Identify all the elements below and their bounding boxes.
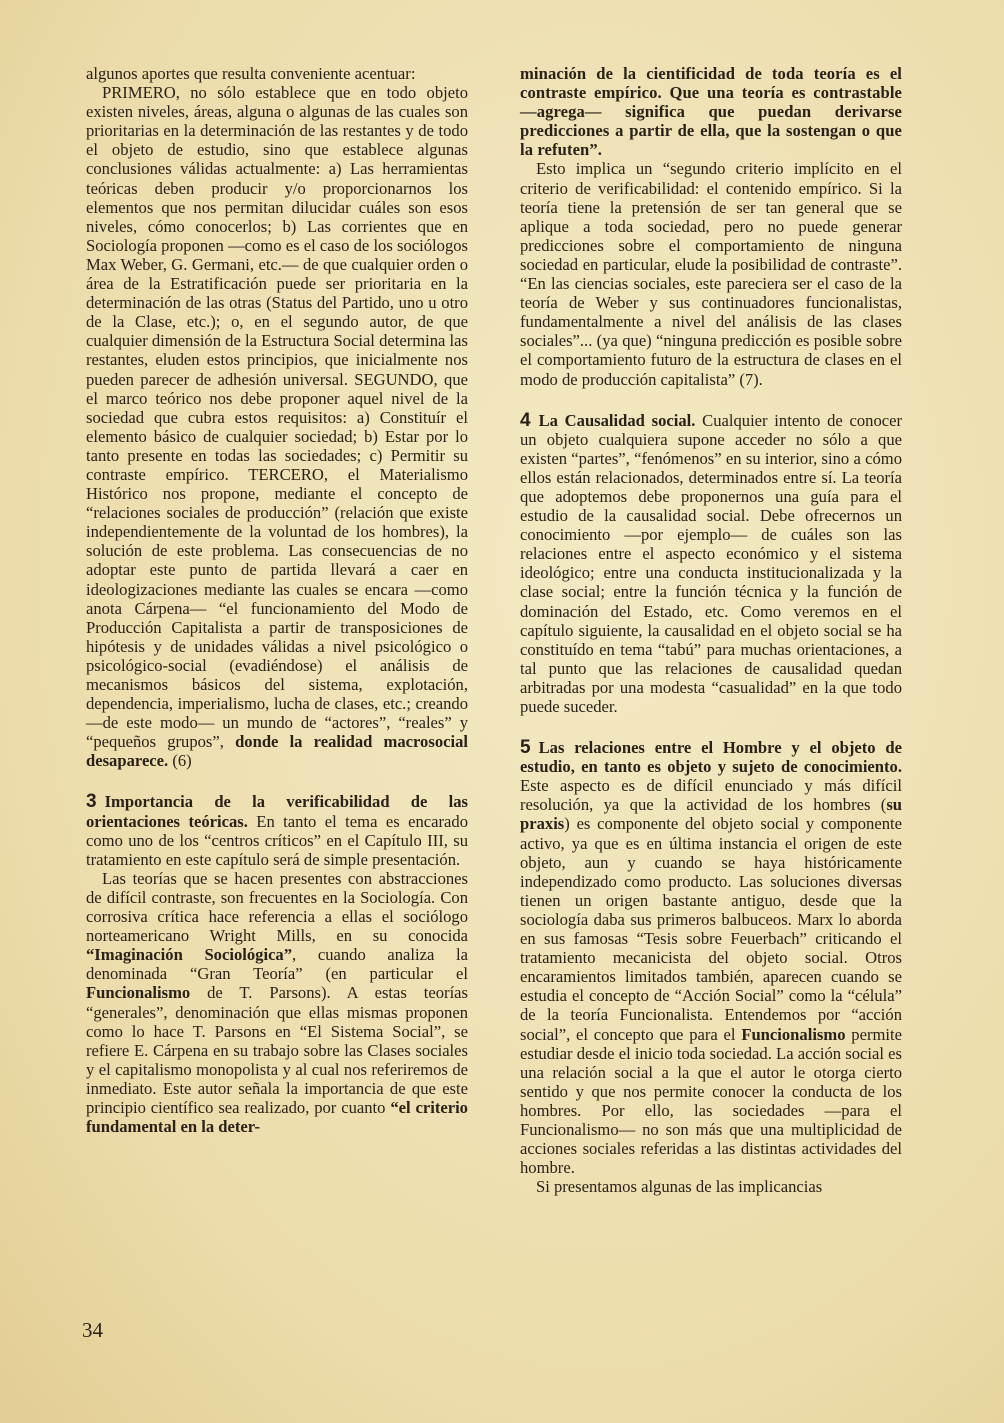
text-run-bold: Funcionalismo — [741, 1024, 846, 1044]
section-number: 3 — [86, 791, 97, 813]
section-number: 4 — [520, 409, 531, 431]
paragraph-implicancias: Si presentamos algunas de las implicancias — [536, 1177, 823, 1197]
text-run-bold: Funcionalismo — [86, 983, 191, 1003]
section-title: Las relaciones entre el Hombre y el objeto de estudio, en tanto es objeto y sujeto de conocimiento. — [520, 738, 902, 777]
paragraph-primero — [86, 83, 468, 770]
section-title: La Causalidad social. — [538, 410, 696, 430]
paragraph-segundo-criterio: Esto implica un “segundo criterio implícito en el criterio de verificabilidad: el contenido empírico. Si la teoría tiene la pretensión de ser tan general que se aplique a toda sociedad, pero no puede generar predicciones sobre el comportamiento de ninguna sociedad en particular, elude la posibilidad de contraste”. “En las ciencias sociales, este pareciera ser el caso de la teoría de Weber y sus continuadores funcionalistas, fundamentalmente a nivel del análisis de las clases sociales”... (ya que) “ninguna predicción es posible sobre el comportamiento futuro de la estructura de clases en el modo de producción capitalista” (7). — [520, 159, 902, 389]
text-run-bold: “el criterio fundamental en la deter- — [86, 1097, 468, 1137]
paragraph-teorias — [86, 869, 468, 1136]
text-run: Este aspecto es de difícil enunciado y más difícil resolución, ya que la actividad de los hombres ( — [520, 776, 902, 815]
text-run: permite estudiar desde el inicio toda sociedad. La acción social es una relación social a la que el autor le otorga cierto sentido y que nos permite conocer la conducta de los hombres. Por ello, las sociedades —para el Funcionalismo— no son más que una multiplicidad de acciones sociales referidas a las distintas actividades del hombre. — [520, 1024, 902, 1178]
text-run-bold: “Imaginación Sociológica” — [86, 945, 293, 965]
section-5 — [520, 738, 902, 1177]
text-run: , cuando analiza la denominada “Gran Teoría” (en particular el — [86, 945, 468, 984]
section-title: Importancia de la verificabilidad de las orientaciones teóricas. — [86, 792, 468, 831]
text-run: de T. Parsons). A estas teorías “generales”, denominación que ellas mismas proponen como lo hace T. Parsons en “El Sistema Social”, se refiere E. Cárpena en su trabajo sobre las Clases sociales y el capitalismo monopolista y al cual nos referiremos de inmediato. Este autor señala la importancia de que este principio científico sea realizado, por cuanto — [86, 983, 468, 1117]
paragraph-quote-continuation: minación de la cientificidad de toda teoría es el contraste empírico. Que una teoría es contrastable —agrega— significa que puedan derivarse predicciones a partir de ella, que la sostengan o que la refuten”. — [520, 64, 902, 160]
section-3 — [86, 792, 468, 868]
section-body: Cualquier intento de conocer un objeto cualquiera supone acceder no sólo a que existen “partes”, “fenómenos” en su interior, sino a cómo ellos están relacionados, determinados entre sí. La teoría que adoptemos debe proponernos una guía para el estudio de la causalidad social. Debe ofrecernos un conocimiento —por ejemplo— de cuáles son las relaciones entre el aspecto económico y el sistema ideológico; entre una conducta institucionalizada y la clase social; entre la función técnica y la función de dominación del Estado, etc. Como veremos en el capítulo siguiente, la causalidad en el objeto social se ha constituído en tema “tabú” para muchas orientaciones, a tal punto que las relaciones de causalidad quedan arbitradas por una modesta “casualidad” en la que todo puede suceder. — [520, 410, 903, 716]
text-run: Las teorías que se hacen presentes con abstracciones de difícil contraste, son frecuentes en la Sociología. Con corrosiva crítica hace referencia a ellas el sociólogo norteamericano Wright Mills, en su conocida — [86, 868, 468, 946]
section-4 — [520, 411, 902, 717]
text-run-bold: su praxis — [520, 795, 902, 834]
section-number: 5 — [520, 737, 531, 759]
text-run: ) es componente del objeto social y componente activo, ya que es en última instancia el origen de este objeto, aun y cuando se haya históricamente independizado como producto. Las soluciones diversas tienen un origen bastante antiguo, desde que la sociología daba sus primeros balbuceos. Marx lo aborda en sus famosas “Tesis sobre Feuerbach” criticando el tratamiento mecanicista del objeto social. Otros encaramientos limitados también, aparecen cuando se estudia el concepto de “Acción Social” como la “célula” de la teoría Funcionalista. Entendemos por “acción social”, el concepto que para el — [520, 814, 902, 1044]
paragraph-intro: algunos aportes que resulta conveniente acentuar: — [86, 64, 416, 83]
section-body: En tanto el tema es encarado como uno de los “centros críticos” en el Capítulo III, su tratamiento en este capítulo será de simple presentación. — [86, 811, 468, 869]
citation-marker: (6) — [168, 751, 192, 771]
text-run-bold: donde la realidad macrosocial desaparece. — [86, 732, 468, 771]
left-column — [86, 64, 468, 1136]
right-column — [520, 64, 902, 1196]
page-number: 34 — [82, 1318, 103, 1342]
text-run: PRIMERO, no sólo establece que en todo objeto existen niveles, áreas, alguna o algunas de las cuales son prioritarias en la determinación de las restantes y de todo el objeto de estudio, sino que establece algunas conclusiones válidas actualmente: a) Las herramientas teóricas deben producir y/o proporcionarnos los elementos que nos permitan dilucidar cuáles son esos niveles, cómo conocerlos; b) Las corrientes que en Sociología proponen —como es el caso de los sociólogos Max Weber, G. Germani, etc.— de que cualquier orden o área de la Estratificación puede ser prioritaria en la determinación de las otras (Status del Partido, uno u otro de la Clase, etc.); o, en el segundo autor, de que cualquier dimensión de la Estructura Social determina las restantes, eluden estos principios, que inicialmente nos pueden parecer de adhesión universal. SEGUNDO, que el marco teórico nos debe proponer aquel nivel de la sociedad que cubra estos requisitos: a) Constituír el elemento básico de cualquier sociedad; b) Estar por lo tanto presente en todas las sociedades; c) Permitir su contraste empírico. TERCERO, el Materialismo Histórico nos propone, mediante el concepto de “relaciones sociales de producción” (relación que existe independientemente de la voluntad de los hombres), la solución de este problema. Las consecuencias de no adoptar este punto de partida llevará a caer en ideologizaciones mediante las cuales se encara —como anota Cárpena— “el funcionamiento del Modo de Producción Capitalista a partir de transposiciones de hipótesis y de unidades válidas a nivel psicológico o psicológico-social (evadiéndose) el análisis de mecanismos básicos del sistema, explotación, dependencia, imperialismo, lucha de clases, etc.; creando —de este modo— un mundo de “actores”, “reales” y “pequeños grupos”, — [86, 83, 468, 752]
